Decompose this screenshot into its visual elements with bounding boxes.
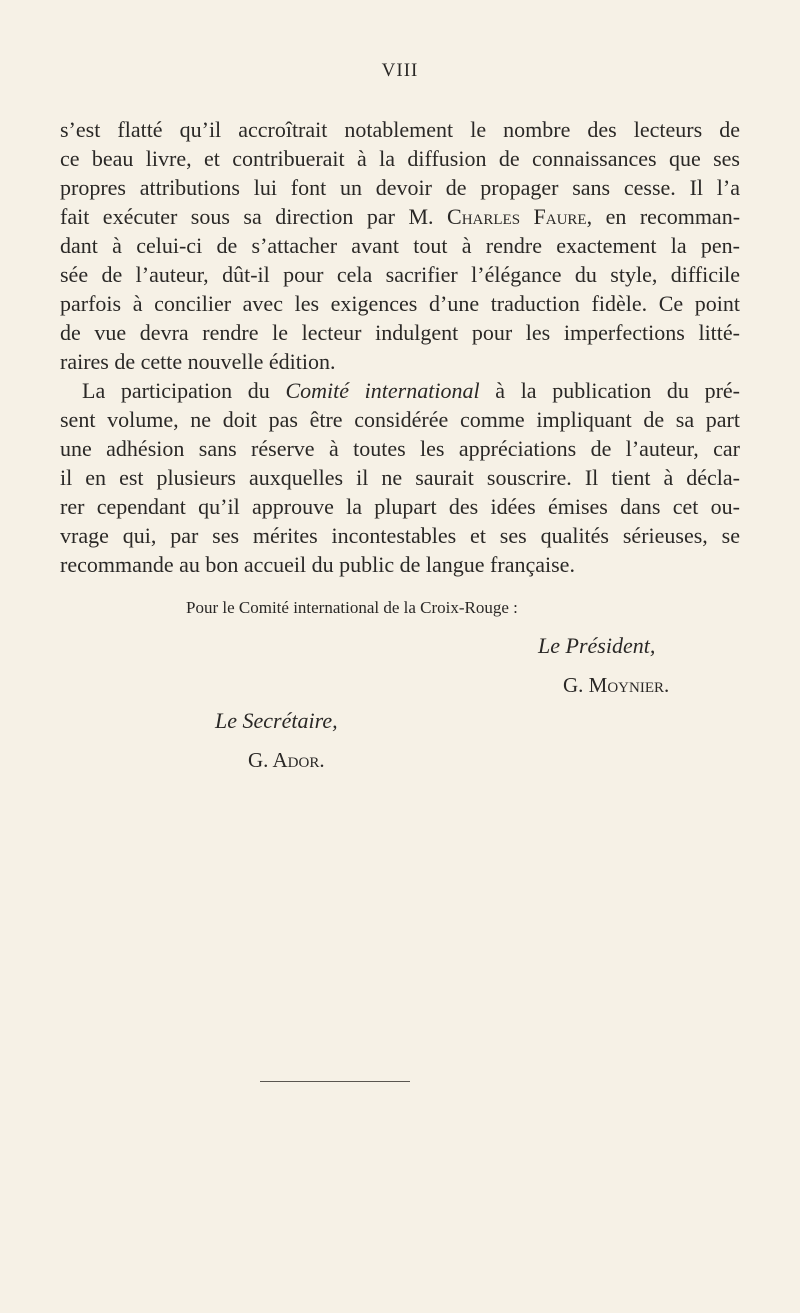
secretary-name: G. Ador.	[248, 748, 325, 772]
closing-rule	[260, 1081, 410, 1082]
president-name: G. Moynier.	[563, 673, 670, 697]
body-line: dant à celui-ci de s’attacher avant tout à rendre exactement la pen-	[60, 233, 740, 258]
body-line: il en est plusieurs auxquelles il ne saurait souscrire. Il tient à décla-	[60, 465, 740, 490]
committee-name: Comité international	[285, 378, 480, 403]
body-line: propres attributions lui font un devoir de propager sans cesse. Il l’a	[60, 175, 740, 200]
body-line: La participation du Comité international à la publication du pré-	[82, 378, 741, 403]
body-line: une adhésion sans réserve à toutes les appréciations de l’auteur, car	[60, 436, 740, 461]
secretary-title: Le Secrétaire,	[215, 708, 338, 733]
body-line: sent volume, ne doit pas être considérée comme impliquant de sa part	[60, 407, 740, 432]
signature-intro: Pour le Comité international de la Croix-Rouge :	[186, 598, 518, 617]
body-line: vrage qui, par ses mérites incontestables et ses qualités sérieuses, se	[60, 523, 740, 548]
body-line: ce beau livre, et contribuerait à la diffusion de connaissances que ses	[60, 146, 740, 171]
body-line: fait exécuter sous sa direction par M. Charles Faure, en recomman-	[60, 204, 741, 229]
president-title: Le Président,	[538, 633, 656, 658]
body-line: raires de cette nouvelle édition.	[60, 349, 336, 374]
body-line: sée de l’auteur, dût-il pour cela sacrifier l’élégance du style, difficile	[60, 262, 740, 287]
translator-name: Charles Faure	[447, 204, 587, 229]
body-line: recommande au bon accueil du public de langue française.	[60, 552, 575, 577]
page-number: VIII	[381, 60, 419, 81]
body-line: rer cependant qu’il approuve la plupart des idées émises dans cet ou-	[60, 494, 740, 519]
body-line: parfois à concilier avec les exigences d’une traduction fidèle. Ce point	[60, 291, 740, 316]
body-line: s’est flatté qu’il accroîtrait notablement le nombre des lecteurs de	[60, 117, 740, 142]
body-line: de vue devra rendre le lecteur indulgent pour les imperfections litté-	[60, 320, 740, 345]
